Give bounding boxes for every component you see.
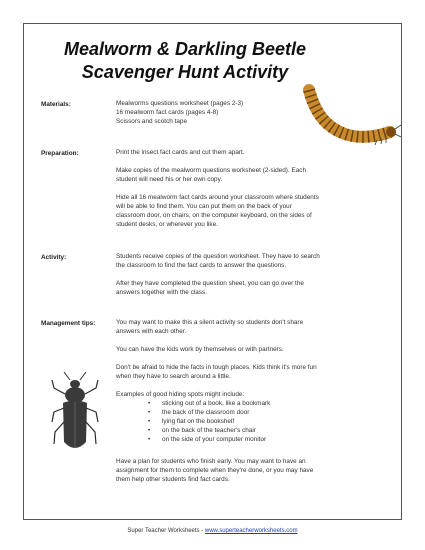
closing-line: them help other students find fact cards. <box>116 476 230 483</box>
activity-line: Students receive copies of the question worksheet. They have to search <box>116 253 320 260</box>
management-line: You may want to make this a silent activity so students don't share <box>116 319 304 326</box>
activity-line: the classroom to find the fact cards to answer the questions. <box>116 262 287 269</box>
closing-line: assignment for them to complete when they're done, or you may have <box>116 467 314 474</box>
preparation-label: Preparation: <box>41 150 79 157</box>
title-line-1: Mealworm & Darkling Beetle <box>63 39 307 59</box>
materials-line: 16 mealworm fact cards (pages 4-8) <box>116 109 219 116</box>
bullet-item: on the back of the teacher's chair <box>162 427 256 434</box>
preparation-line: Make copies of the mealworm questions worksheet (2-sided). Each <box>116 167 307 174</box>
activity-label: Activity: <box>41 254 67 261</box>
beetle-body <box>52 372 98 448</box>
management-label: Management tips: <box>41 320 96 327</box>
management-line: when they have to search around a little. <box>116 373 231 380</box>
bullet-marker: • <box>148 409 151 416</box>
preparation-line: classroom door, on chairs, on the computer keyboard, on the sides of <box>116 212 312 219</box>
materials-line: Mealworms questions worksheet (pages 2-3) <box>116 100 244 107</box>
bullet-item: sticking out of a book, like a bookmark <box>162 400 271 407</box>
bullet-item: the back of the classroom door <box>162 409 250 416</box>
management-line: Don't be afraid to hide the facts in tough places. Kids think it's more fun <box>116 364 317 371</box>
bullet-item: lying flat on the bookshelf <box>162 418 235 425</box>
preparation-line: student will need his or her own copy. <box>116 176 223 183</box>
activity-line: answers together with the class. <box>116 289 207 296</box>
darkling-beetle-illustration <box>50 370 100 460</box>
management-line: You can have the kids work by themselves or with partners. <box>116 346 284 353</box>
bullet-item: on the side of your computer monitor <box>162 436 267 443</box>
bullet-marker: • <box>148 436 151 443</box>
bullet-marker: • <box>148 418 151 425</box>
preparation-line: Print the insect fact cards and cut them apart. <box>116 149 245 156</box>
footer-text: Super Teacher Worksheets - <box>127 528 205 534</box>
management-line: answers with each other. <box>116 328 187 335</box>
title-line-2: Scavenger Hunt Activity <box>81 62 289 82</box>
closing-line: Have a plan for students who finish early. You may want to have an <box>116 458 306 465</box>
materials-line: Scissors and scotch tape <box>116 118 188 125</box>
preparation-line: Hide all 16 mealworm fact cards around your classroom where students <box>116 194 319 201</box>
materials-label: Materials: <box>41 101 71 108</box>
preparation-line: will be able to find them. You can put them on the back of your <box>116 203 292 210</box>
preparation-line: student desks, or wherever you like. <box>116 221 218 228</box>
management-line: Examples of good hiding spots might include: <box>116 391 245 398</box>
activity-line: After they have completed the question sheet, you can go over the <box>116 280 304 287</box>
bullet-marker: • <box>148 400 151 407</box>
footer <box>0 528 425 534</box>
bullet-marker: • <box>148 427 151 434</box>
footer-link[interactable]: www.superteacherworksheets.com <box>204 528 298 534</box>
